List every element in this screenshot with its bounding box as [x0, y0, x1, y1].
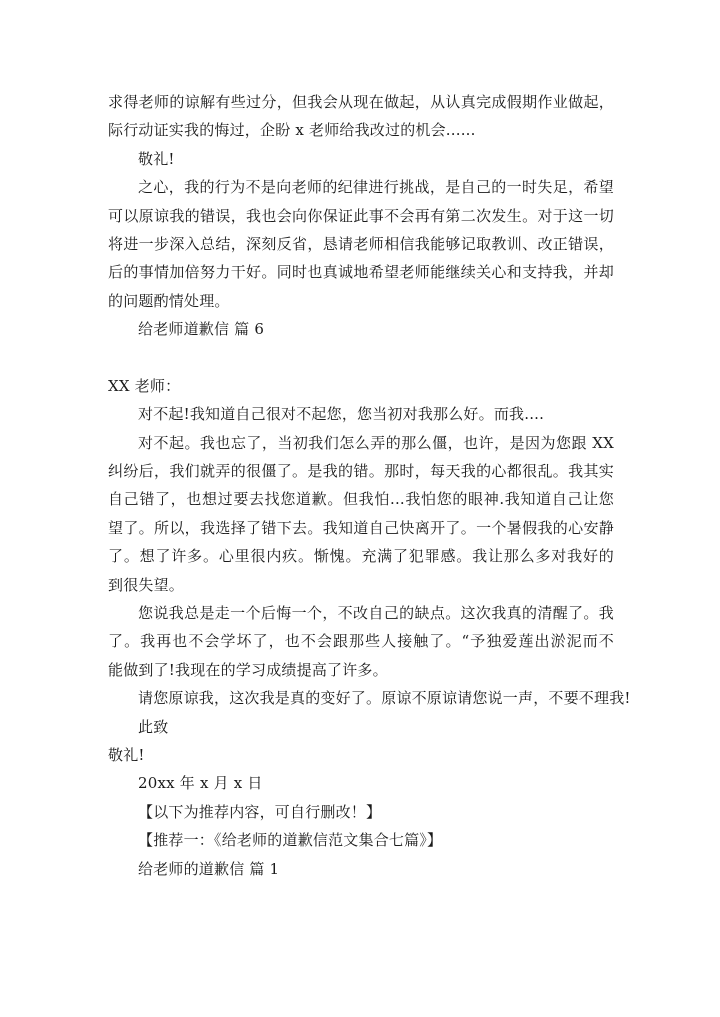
salutation: XX 老师： [108, 376, 181, 395]
section-heading: 给老师的道歉信 篇 1 [138, 859, 280, 878]
text-line: 纠纷后，我们就弄的很僵了。是我的错。那时，每天我的心都很乱。我其实 [108, 462, 614, 481]
text-line: 求得老师的谅解有些过分，但我会从现在做起，从认真完成假期作业做起， [108, 93, 614, 111]
text-line: 请您原谅我，这次我是真的变好了。原谅不原谅请您说一声，不要不理我! [138, 689, 631, 708]
recommendation-title: 【推荐一：《给老师的道歉信范文集合七篇》】 [138, 831, 443, 850]
blank-line [108, 344, 614, 372]
text-line: 敬礼! [138, 149, 175, 168]
text-line: 对不起!我知道自己很对不起您，您当初对我那么好。而我.... [138, 405, 545, 424]
text-line: 自己错了，也想过要去找您道歉。但我怕...我怕您的眼神.我知道自己让您 [108, 490, 614, 509]
text-line: 可以原谅我的错误，我也会向你保证此事不会再有第二次发生。对于这一切 [108, 206, 614, 225]
date-line: 20xx 年 x 月 x 日 [138, 774, 263, 793]
text-line: 之心，我的行为不是向老师的纪律进行挑战，是自己的一时失足，希望 [138, 178, 614, 197]
text-line: 后的事情加倍努力干好。同时也真诚地希望老师能继续关心和支持我，并却 [108, 263, 614, 282]
closing-line: 此致 [138, 717, 169, 736]
text-line: 了。想了许多。心里很内疚。惭愧。充满了犯罪感。我让那么多对我好的 [108, 547, 614, 566]
text-line: 将进一步深入总结，深刻反省，恳请老师相信我能够记取教训、改正错误， [108, 234, 614, 253]
text-line: 能做到了!我现在的学习成绩提高了许多。 [108, 660, 388, 679]
text-line: 际行动证实我的悔过，企盼 x 老师给我改过的机会...... [108, 121, 476, 140]
document-body [108, 88, 631, 883]
text-line: 望了。所以，我选择了错下去。我知道自己快离开了。一个暑假我的心安静 [108, 518, 614, 537]
recommendation-note: 【以下为推荐内容，可自行删改！】 [138, 802, 382, 821]
text-line: 的问题酌情处理。 [108, 291, 230, 310]
text-line: 到很失望。 [108, 575, 185, 594]
text-line: 对不起。我也忘了，当初我们怎么弄的那么僵，也许，是因为您跟 XX [138, 433, 614, 452]
section-heading: 给老师道歉信 篇 6 [138, 320, 265, 339]
text-line: 了。我再也不会学坏了，也不会跟那些人接触了。“予独爱莲出淤泥而不 [108, 632, 614, 651]
text-line: 您说我总是走一个后悔一个，不改自己的缺点。这次我真的清醒了。我 [138, 604, 614, 623]
closing-line: 敬礼! [108, 745, 145, 764]
